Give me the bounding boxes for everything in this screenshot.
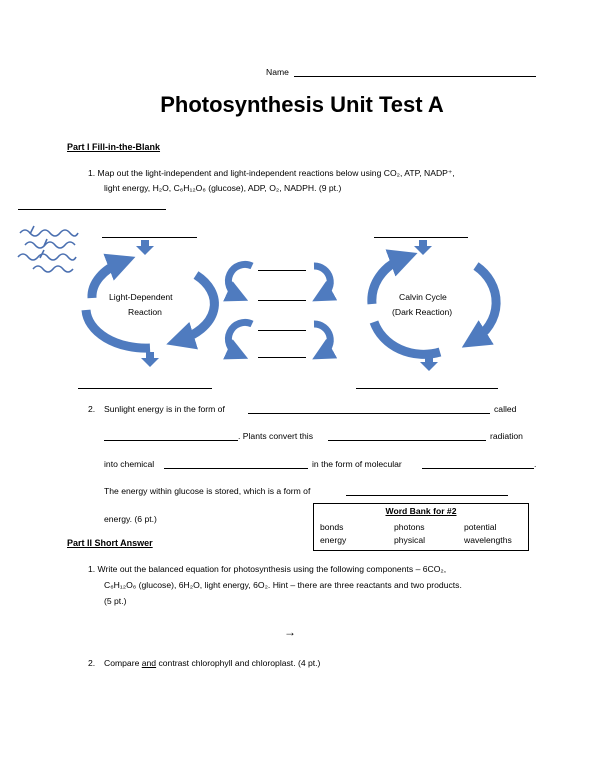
- q2-text-h: The energy within glucose is stored, which is a form of: [104, 486, 311, 496]
- reaction-arrow: →: [284, 625, 296, 639]
- p2-q2-pre: Compare: [104, 658, 140, 668]
- light-cycle-arrows: [86, 262, 214, 348]
- p2-q1-line1: 1. Write out the balanced equation for photosynthesis using the following components – 6CO₂,: [88, 564, 447, 574]
- diagram-blank-bottom-left[interactable]: [78, 388, 212, 389]
- q2-blank-3[interactable]: [328, 440, 486, 441]
- word-bank-item: physical: [394, 535, 426, 545]
- word-bank-item: energy: [320, 535, 347, 545]
- q2-blank-5[interactable]: [422, 468, 534, 469]
- p2-q1-line3: (5 pt.): [104, 596, 127, 606]
- calvin-cycle-label-2: (Dark Reaction): [392, 307, 453, 317]
- q2-blank-1[interactable]: [248, 413, 490, 414]
- word-bank-item: wavelengths: [464, 535, 512, 545]
- part2-heading: Part II Short Answer: [67, 538, 153, 548]
- word-bank-item: bonds: [320, 522, 344, 532]
- p2-q2-post: contrast chlorophyll and chloroplast. (4 pt.): [158, 658, 321, 668]
- light-reaction-label-2: Reaction: [128, 307, 162, 317]
- q2-blank-6[interactable]: [346, 495, 508, 496]
- p2-q1-line2: C₆H₁₂O₆ (glucose), 6H₂O, light energy, 6O₂. Hint – there are three reactants and two products.: [104, 580, 462, 590]
- exchange-arrows: [228, 264, 330, 354]
- name-label: Name: [266, 67, 289, 77]
- q2-text-b: called: [494, 404, 517, 414]
- sunlight-icon: [18, 226, 78, 272]
- q2-text-c: . Plants convert this: [238, 431, 313, 441]
- light-reaction-label-1: Light-Dependent: [109, 292, 173, 302]
- q1-line2: light energy, H₂O, C₆H₁₂O₆ (glucose), ADP, O₂, NADPH. (9 pt.): [104, 183, 342, 193]
- name-blank[interactable]: [294, 76, 536, 77]
- calvin-cycle-label-1: Calvin Cycle: [399, 292, 447, 302]
- q2-text-g: .: [534, 459, 537, 469]
- word-bank-item: photons: [394, 522, 425, 532]
- photosynthesis-diagram: [0, 200, 604, 380]
- diagram-blank-bottom-right[interactable]: [356, 388, 498, 389]
- p2-q2-and: and: [141, 658, 157, 668]
- word-bank-item: potential: [464, 522, 497, 532]
- q2-number: 2.: [88, 404, 96, 414]
- q1-line1: 1. Map out the light-independent and light-independent reactions below using CO₂, ATP, NADP⁺,: [88, 168, 455, 178]
- page-title: Photosynthesis Unit Test A: [160, 92, 444, 117]
- q2-text-i: energy. (6 pt.): [104, 514, 157, 524]
- word-bank-title: Word Bank for #2: [385, 506, 457, 516]
- q2-blank-4[interactable]: [164, 468, 308, 469]
- q2-text-e: into chemical: [104, 459, 155, 469]
- part1-heading: Part I Fill-in-the-Blank: [67, 142, 161, 152]
- q2-text-d: radiation: [490, 431, 523, 441]
- word-bank: [313, 503, 529, 551]
- p2-q2-number: 2.: [88, 658, 96, 668]
- q2-text-a: Sunlight energy is in the form of: [104, 404, 225, 414]
- q2-blank-2[interactable]: [104, 440, 238, 441]
- p2-q2-text: [104, 658, 320, 668]
- q2-text-f: in the form of molecular: [312, 459, 402, 469]
